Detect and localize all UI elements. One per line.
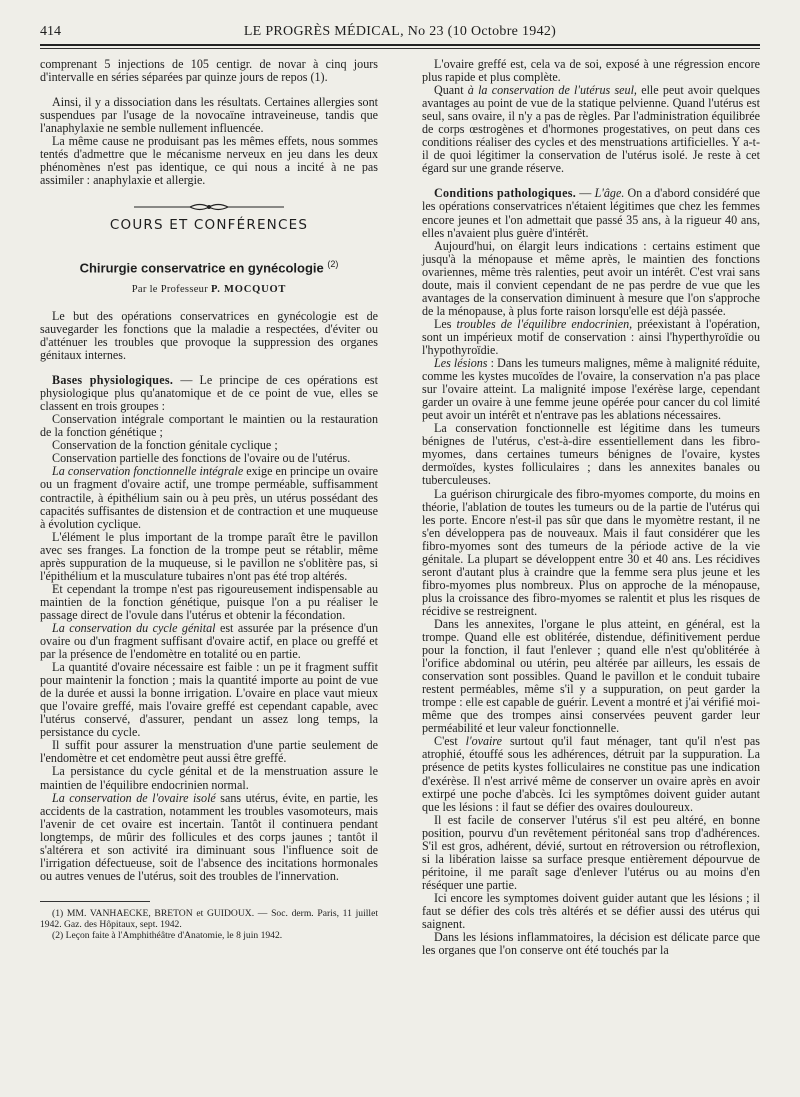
run-in-heading: Bases physiologiques.: [52, 373, 174, 388]
paragraph: La persistance du cycle génital et de la menstruation assure le maintien de l'équilibre endocrinien normal.: [40, 764, 378, 792]
paragraph: Les troubles de l'équilibre endocrinien, préexistant à l'opération, sont un impérieux motif de conservation : ainsi l'hyperthyroïdie ou l'hypothyroïdie.: [422, 316, 760, 357]
paragraph: Conservation partielle des fonctions de l'ovaire ou de l'utérus.: [52, 451, 351, 466]
run-in-heading: Conditions pathologiques.: [434, 186, 577, 201]
paragraph: Il est facile de conserver l'utérus s'il est peu altéré, en bonne position, pourvu d'un revêtement péritonéal sans trop d'adhérences. S'il est gros, adhérent, dévié, surtout en rétroversion ou rétroflexion, si la libération laisse sa surface presque entièrement dépourvue de péritoine, il me paraît sage d'enlever l'utérus ou au moins d'en réséquer une partie.: [422, 812, 760, 892]
paragraph: Ici encore les symptomes doivent guider autant que les lésions ; il faut se défier des cols très altérés et se défier aussi des utérus qui saignent.: [422, 890, 760, 932]
paragraph: La conservation de l'ovaire isolé sans utérus, évite, en partie, les accidents de la castration, notamment les troubles vasomoteurs, mais l'avenir de cet ovaire est incertain. Tantôt il continuera pendant longtemps, de mûrir des follicules et des corps jaunes ; tantôt il s'altérera et son activité ira diminuant sous l'influence soit de l'irrigation défectueuse, soit de l'absence des incitations hormonales ou autres venues de l'utérus, soit des troubles de l'innervation.: [40, 790, 378, 883]
paragraph: Bases physiologiques. — Le principe de ces opérations est physiologique plus qu'anatomique et de ce point de vue, elles se classent en trois groupes :: [40, 373, 378, 414]
paragraph: La conservation fonctionnelle intégrale exige en principe un ovaire ou un fragment d'ovaire actif, une trompe perméable, suffisamment contractile, à épithélium sain ou à peu près, un utérus possédant des capacités suffisantes de distension et de contraction et une muqueuse à évolution cyclique.: [40, 464, 378, 531]
paragraph: Conservation intégrale comportant le maintien ou la restauration de la fonction génétique ;: [40, 412, 378, 440]
ornament-icon: [134, 201, 284, 213]
author-prefix: Par le Professeur: [131, 283, 209, 295]
paragraph: Il suffit pour assurer la menstruation d'une partie seulement de l'endomètre et cet endomètre peut aussi être greffé.: [40, 738, 378, 766]
paragraph: C'est l'ovaire surtout qu'il faut ménager, tant qu'il n'est pas atrophié, étouffé sous les adhérences, détruit par la suppuration. La présence de petits kystes folliculaires ne constitue pas une indication d'exérèse. Il n'est arrivé même de conserver un ovaire après en avoir extirpé une poche d'abcès. Ici les symptômes doivent guider autant que les lésions : il faut se défier des ovaires douloureux.: [422, 734, 761, 814]
article-title: [40, 258, 378, 274]
paragraph: La conservation fonctionnelle est légitime dans les tumeurs bénignes de l'utérus, c'est-à-dire essentiellement dans les fibro-myomes, dans certaines tumeurs bénignes de l'ovaire, kystes dermoïdes, kystes folliculaires ; dans les annexites banales ou tuberculeuses.: [422, 421, 760, 488]
author-line: [40, 283, 378, 296]
article-footnote-mark: (2): [327, 259, 339, 270]
author-name: P. MOCQUOT: [210, 283, 287, 295]
left-column: [40, 58, 378, 941]
paragraph: Aujourd'hui, on élargit leurs indications : certains estiment que jusqu'à la ménopause et même après, le maintien des fonctions ovariennes, même très ralenties, peut avoir un intérêt. C'est vrai sans doute, mais il convient cependant de ne pas perdre de vue que les avantages de la conservation diminuent à mesure que l'on s'approche de la ménopause, à plus forte raison lorsqu'elle est déjà passée.: [422, 238, 760, 318]
paragraph: Conservation de la fonction génitale cyclique ;: [52, 438, 278, 453]
article-title-text: Chirurgie conservatrice en gynécologie: [79, 260, 324, 276]
right-column: [422, 58, 760, 957]
journal-title: LE PROGRÈS MÉDICAL, No 23 (10 Octobre 1942): [243, 24, 557, 39]
header-rule: [40, 44, 760, 46]
paragraph: Ainsi, il y a dissociation dans les résultats. Certaines allergies sont suspendues par l'usage de la novocaïne intraveineuse, tandis que l'anaphylaxie ne semble nullement influencée.: [40, 95, 378, 136]
running-head: [40, 24, 760, 42]
paragraph: Dans les annexites, l'organe le plus atteint, en général, est la trompe. Quand elle est oblitérée, distendue, définitivement perdue pour la fonction, il faut l'enlever ; quand elle n'est qu'oblitérée à l'orifice abdominal ou utérin, peu altérée par ailleurs, les essais de conservation sont possibles. Quand le pavillon et le conduit tubaire restent perméables, même s'il y a suppuration, on peut garder la trompe : elle est capable de guérir. Levent a montré et j'ai vérifié moi-même que des trompes ainsi conservées peuvent garder leur perméabilité et leur valeur fonctionnelle.: [422, 616, 760, 736]
paragraph: Quant à la conservation de l'utérus seul, elle peut avoir quelques avantages au point de vue de la statique pelvienne. Quand l'utérus est seul, sans ovaire, il n'y a pas de règles. Par l'administration équilibrée de corps œstrogènes et d'hormones progestatives, on peut dans ces conditions réaliser des cycles et des menstruations artificielles. Y a-t-il de quoi légitimer la conservation de l'utérus isolé. Je reste à cet égard sur une grande réserve.: [422, 83, 760, 176]
paragraph: La même cause ne produisant pas les mêmes effets, nous sommes tentés d'admettre que le mécanisme nerveux en jeu dans les deux phénomènes n'est pas identique, ce qui nous a incité à ne pas assimiler : anaphylaxie et allergie.: [40, 134, 378, 188]
ornament-divider: [40, 201, 378, 213]
header-rule-thin: [40, 48, 760, 49]
paragraph: La conservation du cycle génital est assurée par la présence d'un ovaire ou d'un fragment suffisant d'ovaire actif, en place ou greffé et par la présence de l'endomètre en totalité ou en partie.: [40, 620, 378, 662]
paragraph: Le but des opérations conservatrices en gynécologie est de sauvegarder les fonctions que la maladie a respectées, d'éviter ou d'atténuer les troubles que provoque la suppression des organes génitaux internes.: [40, 308, 378, 363]
page-number: 414: [40, 24, 61, 39]
paragraph: La quantité d'ovaire nécessaire est faible : un pe it fragment suffit pour maintenir la fonction ; mais la quantité importe au point de vue de la durée et aussi la bonne irrigation. L'ovaire en place vaut mieux que l'ovaire greffé, mais l'ovaire greffé est cependant capable, avec l'utérus conservé, d'assurer, pendant un assez long temps, la persistance du cycle.: [40, 660, 378, 740]
paragraph: La guérison chirurgicale des fibro-myomes comporte, du moins en théorie, l'ablation de toutes les tumeurs ou de la partie de l'utérus qui les porte. Encore n'est-il pas sûr que dans le myomètre restant, il ne s'en développera pas de nouveaux. Mais il faut considérer que les fibro-myomes sont des tumeurs de la période active de la vie génitale. La plupart se développent entre 30 et 40 ans. Les récidives seront d'autant plus à craindre que la femme sera plus jeune et les fibro-myomes plus nombreux. Plus on approche de la ménopause, plus la croissance des fibro-myomes se ralentit et plus les risques de récidive se restreignent.: [422, 486, 760, 618]
footnote: (1) MM. VANHAECKE, BRETON et GUIDOUX. — Soc. derm. Paris, 11 juillet 1942. Gaz. des Hôpitaux, sept. 1942.: [40, 907, 378, 930]
paragraph: Les lésions : Dans les tumeurs malignes, même à malignité réduite, comme les kystes mucoïdes de l'ovaire, la conservation n'a pas place sur l'ovaire atteint. La malignité impose l'exérèse large, cependant garder un ovaire à une femme jeune opérée pour cancer du col limité peut avoir un intérêt et n'entrave pas les ablations nécessaires.: [422, 356, 761, 423]
paragraph: comprenant 5 injections de 105 centigr. de novar à cinq jours d'intervalle en séries séparées par quinze jours de repos (1).: [40, 57, 378, 85]
paragraph: L'ovaire greffé est, cela va de soi, exposé à une régression encore plus rapide et plus complète.: [422, 57, 760, 85]
section-title: COURS ET CONFÉRENCES: [109, 217, 309, 234]
paragraph: Conditions pathologiques. — L'âge. On a d'abord considéré que les opérations conservatrices n'étaient légitimes que chez les femmes encore jeunes et l'on admettait que passé 35 ans, à la rigueur 40 ans, elles n'avaient plus guère d'intérêt.: [422, 186, 761, 240]
paragraph: Et cependant la trompe n'est pas rigoureusement indispensable au maintien de la fonction génétique, puisque l'on a pu réaliser le passage direct de l'ovule dans l'utérus et obtenir la fécondation.: [40, 581, 378, 622]
footnote-rule: [40, 901, 150, 902]
footnote: (2) Leçon faite à l'Amphithéâtre d'Anatomie, le 8 juin 1942.: [52, 929, 283, 941]
paragraph: L'élément le plus important de la trompe paraît être le pavillon avec ses franges. La fonction de la trompe peut se rétablir, même après suppuration de la muqueuse, si le pavillon ne s'oblitère pas, si l'épithélium et la musculature tubaires n'ont pas été trop altérés.: [40, 529, 378, 583]
paragraph: Dans les lésions inflammatoires, la décision est délicate parce que les organes que l'on conserve ont été touchés par la: [422, 930, 760, 958]
